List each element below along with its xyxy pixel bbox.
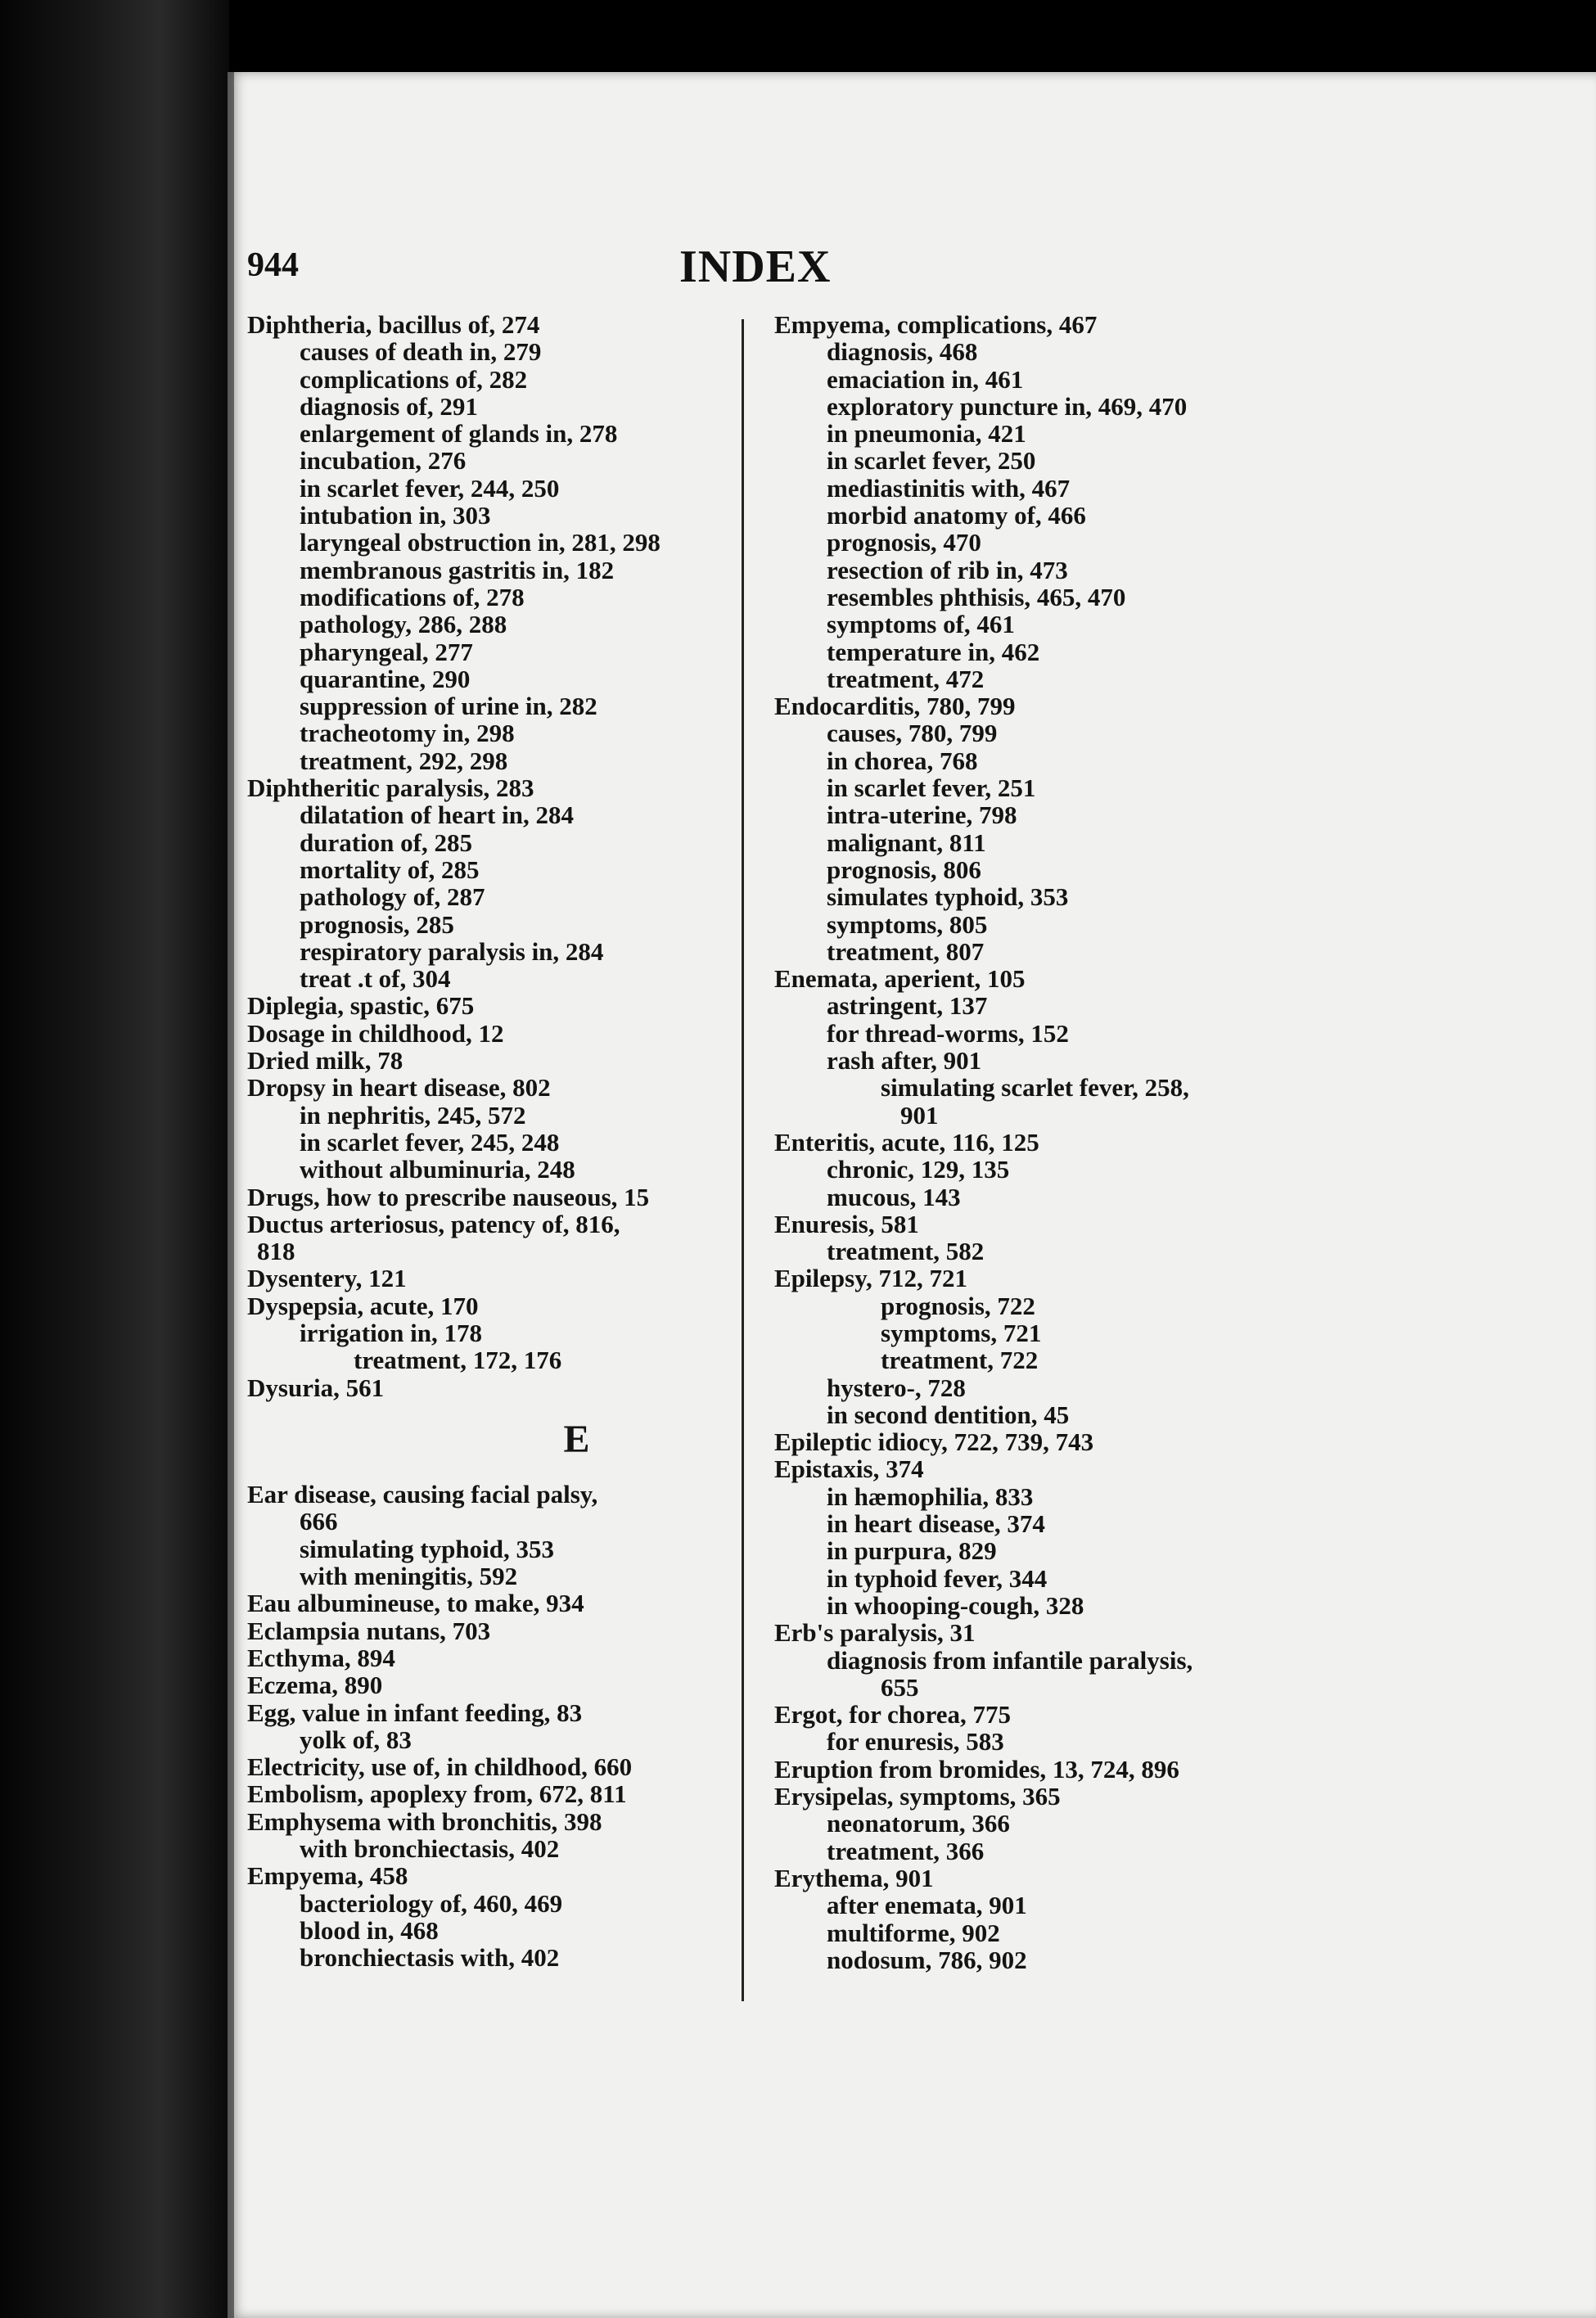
index-subentry: in scarlet fever, 250 [827, 446, 1036, 476]
index-subentry: 666 [300, 1507, 338, 1536]
index-entry: Epistaxis, 374 [774, 1454, 924, 1484]
index-subentry: simulates typhoid, 353 [827, 882, 1069, 912]
index-entry: Embolism, apoplexy from, 672, 811 [247, 1779, 627, 1809]
index-subentry: resection of rib in, 473 [827, 555, 1068, 584]
index-subentry: rash after, 901 [827, 1046, 982, 1076]
index-subentry: respiratory paralysis in, 284 [300, 936, 604, 966]
index-entry: Erb's paralysis, 31 [774, 1618, 976, 1648]
index-subentry: symptoms of, 461 [827, 610, 1015, 639]
index-entry: Dosage in childhood, 12 [247, 1018, 504, 1048]
index-entry: Erythema, 901 [774, 1863, 934, 1892]
index-subentry: diagnosis from infantile paralysis, [827, 1645, 1193, 1675]
index-subentry: pharyngeal, 277 [300, 637, 473, 666]
index-entry: Empyema, complications, 467 [774, 310, 1098, 339]
index-subentry: neonatorum, 366 [827, 1809, 1010, 1838]
index-subentry: treatment, 292, 298 [300, 746, 508, 775]
index-entry: Diphtheritic paralysis, 283 [247, 773, 534, 803]
page-edge [228, 72, 234, 2318]
index-entry: Eclampsia nutans, 703 [247, 1616, 491, 1645]
index-subentry: complications of, 282 [300, 364, 528, 394]
running-title: INDEX [679, 241, 832, 292]
index-subentry: treatment, 582 [827, 1237, 985, 1266]
index-subentry: intubation in, 303 [300, 501, 491, 530]
index-subentry: in scarlet fever, 245, 248 [300, 1127, 560, 1157]
index-subentry: in pneumonia, 421 [827, 419, 1026, 449]
index-subentry: incubation, 276 [300, 446, 467, 476]
index-subentry: blood in, 468 [300, 1915, 439, 1945]
index-subentry: for enuresis, 583 [827, 1727, 1004, 1757]
index-entry: Eau albumineuse, to make, 934 [247, 1589, 584, 1618]
index-subentry: treatment, 172, 176 [354, 1346, 562, 1375]
index-subentry: pathology of, 287 [300, 882, 485, 912]
index-subentry: without albuminuria, 248 [300, 1155, 575, 1184]
index-subentry: with bronchiectasis, 402 [300, 1834, 560, 1864]
index-entries-right [774, 311, 1380, 1973]
index-subentry: in whooping-cough, 328 [827, 1590, 1084, 1620]
index-subentry: in nephritis, 245, 572 [300, 1100, 526, 1130]
index-subentry: resembles phthisis, 465, 470 [827, 582, 1126, 611]
index-entry: Erysipelas, symptoms, 365 [774, 1782, 1061, 1811]
index-subentry: intra-uterine, 798 [827, 800, 1017, 830]
index-subentry: causes, 780, 799 [827, 719, 998, 748]
index-entry: Enteritis, acute, 116, 125 [774, 1127, 1039, 1157]
index-subentry: in scarlet fever, 251 [827, 773, 1036, 803]
index-subentry: 655 [881, 1672, 919, 1702]
index-entry: Enemata, aperient, 105 [774, 964, 1026, 994]
index-subentry: in purpura, 829 [827, 1536, 997, 1566]
index-entry: Diplegia, spastic, 675 [247, 991, 475, 1021]
index-subentry: temperature in, 462 [827, 637, 1040, 666]
index-entry: Ductus arteriosus, patency of, 816, [247, 1209, 620, 1238]
index-subentry: diagnosis of, 291 [300, 391, 478, 421]
index-subentry: after enemata, 901 [827, 1891, 1027, 1920]
index-entry: Epileptic idiocy, 722, 739, 743 [774, 1427, 1094, 1457]
index-entry: Electricity, use of, in childhood, 660 [247, 1752, 633, 1782]
index-subentry: morbid anatomy of, 466 [827, 501, 1086, 530]
index-subentry: duration of, 285 [300, 828, 472, 857]
index-subentry: membranous gastritis in, 182 [300, 555, 615, 584]
index-entry: Dried milk, 78 [247, 1046, 404, 1076]
index-entry: Empyema, 458 [247, 1861, 408, 1891]
index-subentry: prognosis, 806 [827, 855, 981, 884]
index-subentry: in chorea, 768 [827, 746, 978, 775]
index-entry: Drugs, how to prescribe nauseous, 15 [247, 1182, 650, 1211]
index-subentry: prognosis, 470 [827, 528, 981, 557]
index-entry: Ear disease, causing facial palsy, [247, 1480, 598, 1509]
index-entry: Endocarditis, 780, 799 [774, 692, 1016, 721]
book-spine-shadow [0, 0, 229, 2318]
index-entry: Eczema, 890 [247, 1671, 383, 1700]
index-subentry: multiforme, 902 [827, 1918, 1000, 1947]
index-subentry: treatment, 722 [881, 1346, 1039, 1375]
index-subentry: bacteriology of, 460, 469 [300, 1888, 563, 1918]
index-entry: Dyspepsia, acute, 170 [247, 1291, 479, 1320]
index-subentry: yolk of, 83 [300, 1725, 412, 1754]
index-entry: Enuresis, 581 [774, 1209, 919, 1238]
index-subentry: hystero-, 728 [827, 1373, 966, 1402]
index-subentry: irrigation in, 178 [300, 1318, 483, 1347]
index-entry: Emphysema with bronchitis, 398 [247, 1806, 602, 1836]
index-subentry: in hæmophilia, 833 [827, 1481, 1034, 1511]
index-subentry: bronchiectasis with, 402 [300, 1943, 560, 1973]
index-entry: Ecthyma, 894 [247, 1643, 395, 1672]
index-subentry: treatment, 366 [827, 1836, 985, 1865]
index-subentry: mediastinitis with, 467 [827, 473, 1071, 503]
index-entry: Ergot, for chorea, 775 [774, 1700, 1011, 1729]
index-subentry: simulating typhoid, 353 [300, 1534, 554, 1563]
index-column-right [774, 311, 1380, 1973]
index-subentry: for thread-worms, 152 [827, 1018, 1069, 1048]
index-subentry: 901 [900, 1100, 939, 1130]
index-subentry: in scarlet fever, 244, 250 [300, 473, 560, 503]
index-subentry: astringent, 137 [827, 991, 988, 1021]
index-subentry: exploratory puncture in, 469, 470 [827, 391, 1188, 421]
index-subentry: suppression of urine in, 282 [300, 692, 597, 721]
index-entry: Diphtheria, bacillus of, 274 [247, 310, 540, 339]
index-subentry: causes of death in, 279 [300, 337, 542, 367]
index-entry: Dropsy in heart disease, 802 [247, 1073, 551, 1103]
index-subentry: in heart disease, 374 [827, 1509, 1045, 1539]
index-subentry: in typhoid fever, 344 [827, 1563, 1048, 1593]
index-entry: Eruption from bromides, 13, 724, 896 [774, 1754, 1179, 1784]
index-subentry: modifications of, 278 [300, 582, 525, 611]
index-subentry: symptoms, 805 [827, 909, 988, 939]
index-subentry: nodosum, 786, 902 [827, 1945, 1027, 1974]
index-subentry: treatment, 807 [827, 936, 985, 966]
index-subentry: mortality of, 285 [300, 855, 480, 884]
index-subentry: enlargement of glands in, 278 [300, 419, 618, 449]
index-entry: Dysentery, 121 [247, 1264, 407, 1293]
index-subentry: emaciation in, 461 [827, 364, 1024, 394]
index-subentry: chronic, 129, 135 [827, 1155, 1010, 1184]
index-subentry: symptoms, 721 [881, 1318, 1042, 1347]
index-entry: Dysuria, 561 [247, 1373, 385, 1402]
index-subentry: mucous, 143 [827, 1182, 961, 1211]
index-subentry: prognosis, 722 [881, 1291, 1035, 1320]
index-subentry: prognosis, 285 [300, 909, 454, 939]
index-subentry: pathology, 286, 288 [300, 610, 507, 639]
index-entry: Egg, value in infant feeding, 83 [247, 1698, 583, 1727]
index-subentry: malignant, 811 [827, 828, 986, 857]
index-subentry: tracheotomy in, 298 [300, 719, 515, 748]
index-subentry: laryngeal obstruction in, 281, 298 [300, 528, 660, 557]
page-number: 944 [247, 246, 299, 284]
index-subentry: treat .t of, 304 [300, 964, 451, 994]
index-entry: Epilepsy, 712, 721 [774, 1264, 967, 1293]
section-letter: E [563, 1417, 590, 1461]
index-subentry: dilatation of heart in, 284 [300, 800, 574, 830]
index-subentry: treatment, 472 [827, 664, 985, 693]
page-header [0, 241, 1596, 295]
index-subentry: with meningitis, 592 [300, 1562, 518, 1591]
index-subentry: diagnosis, 468 [827, 337, 978, 367]
index-subentry: in second dentition, 45 [827, 1400, 1070, 1429]
index-entry: 818 [257, 1237, 295, 1266]
index-subentry: simulating scarlet fever, 258, [881, 1073, 1189, 1103]
index-subentry: quarantine, 290 [300, 664, 471, 693]
